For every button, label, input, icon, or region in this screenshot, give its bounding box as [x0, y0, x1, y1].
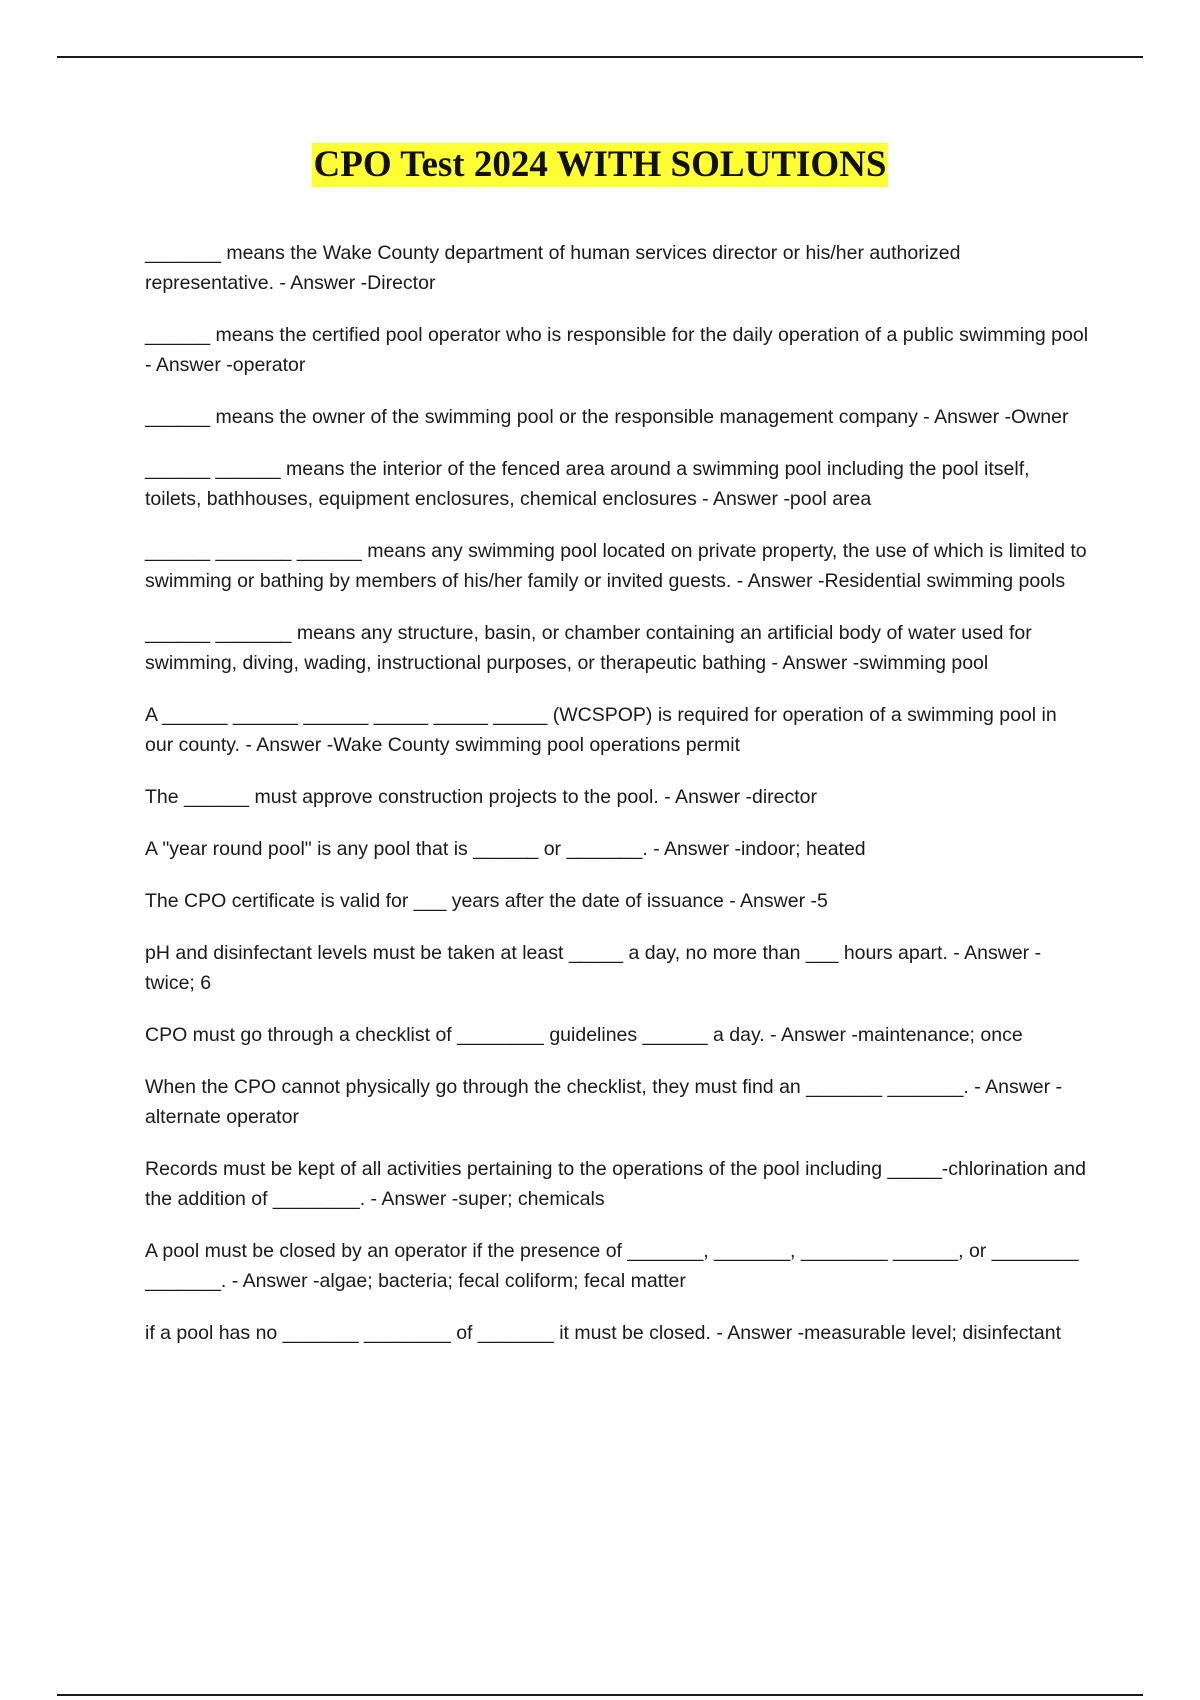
question-item: ______ _______ ______ means any swimming pool located on private property, the use of which is limited to swimming or bathing by members of his/her family or invited guests. - Answer -Residential swimming pools [145, 540, 1087, 592]
question-item: pH and disinfectant levels must be taken at least _____ a day, no more than ___ hours apart. - Answer -twice; 6 [145, 942, 1042, 994]
question-item: ______ means the certified pool operator who is responsible for the daily operation of a public swimming pool - Answer -operator [145, 324, 1089, 376]
question-item: ______ means the owner of the swimming pool or the responsible management company - Answer -Owner [145, 406, 1069, 428]
question-item: if a pool has no _______ ________ of _______ it must be closed. - Answer -measurable level; disinfectant [145, 1322, 1062, 1344]
bottom-rule [57, 1694, 1143, 1696]
document-title: CPO Test 2024 WITH SOLUTIONS [313, 144, 887, 185]
top-rule [57, 56, 1143, 58]
question-item: When the CPO cannot physically go through the checklist, they must find an _______ _______. - Answer -alternate operator [145, 1076, 1063, 1128]
question-item: Records must be kept of all activities pertaining to the operations of the pool including _____-chlorination and the addition of ________. - Answer -super; chemicals [145, 1158, 1086, 1210]
question-list [145, 238, 1090, 1370]
question-item: ______ ______ means the interior of the fenced area around a swimming pool including the pool itself, toilets, bathhouses, equipment enclosures, chemical enclosures - Answer -pool area [145, 458, 1030, 510]
question-item: CPO must go through a checklist of ________ guidelines ______ a day. - Answer -maintenance; once [145, 1024, 1023, 1046]
question-item: _______ means the Wake County department of human services director or his/her authorized representative. - Answer -Director [145, 242, 961, 294]
question-item: The ______ must approve construction projects to the pool. - Answer -director [145, 786, 818, 808]
question-item: The CPO certificate is valid for ___ years after the date of issuance - Answer -5 [145, 890, 828, 912]
question-item: A pool must be closed by an operator if the presence of _______, _______, ________ ______, or ________ _______. - Answer -algae; bacteria; fecal coliform; fecal matter [145, 1240, 1079, 1292]
question-item: A "year round pool" is any pool that is ______ or _______. - Answer -indoor; heated [145, 838, 866, 860]
question-item: A ______ ______ ______ _____ _____ _____ (WCSPOP) is required for operation of a swimming pool in our county. - Answer -Wake County swimming pool operations permit [145, 704, 1057, 756]
question-item: ______ _______ means any structure, basin, or chamber containing an artificial body of water used for swimming, diving, wading, instructional purposes, or therapeutic bathing - Answer -swimming pool [145, 622, 1032, 674]
title-container [0, 143, 1200, 187]
